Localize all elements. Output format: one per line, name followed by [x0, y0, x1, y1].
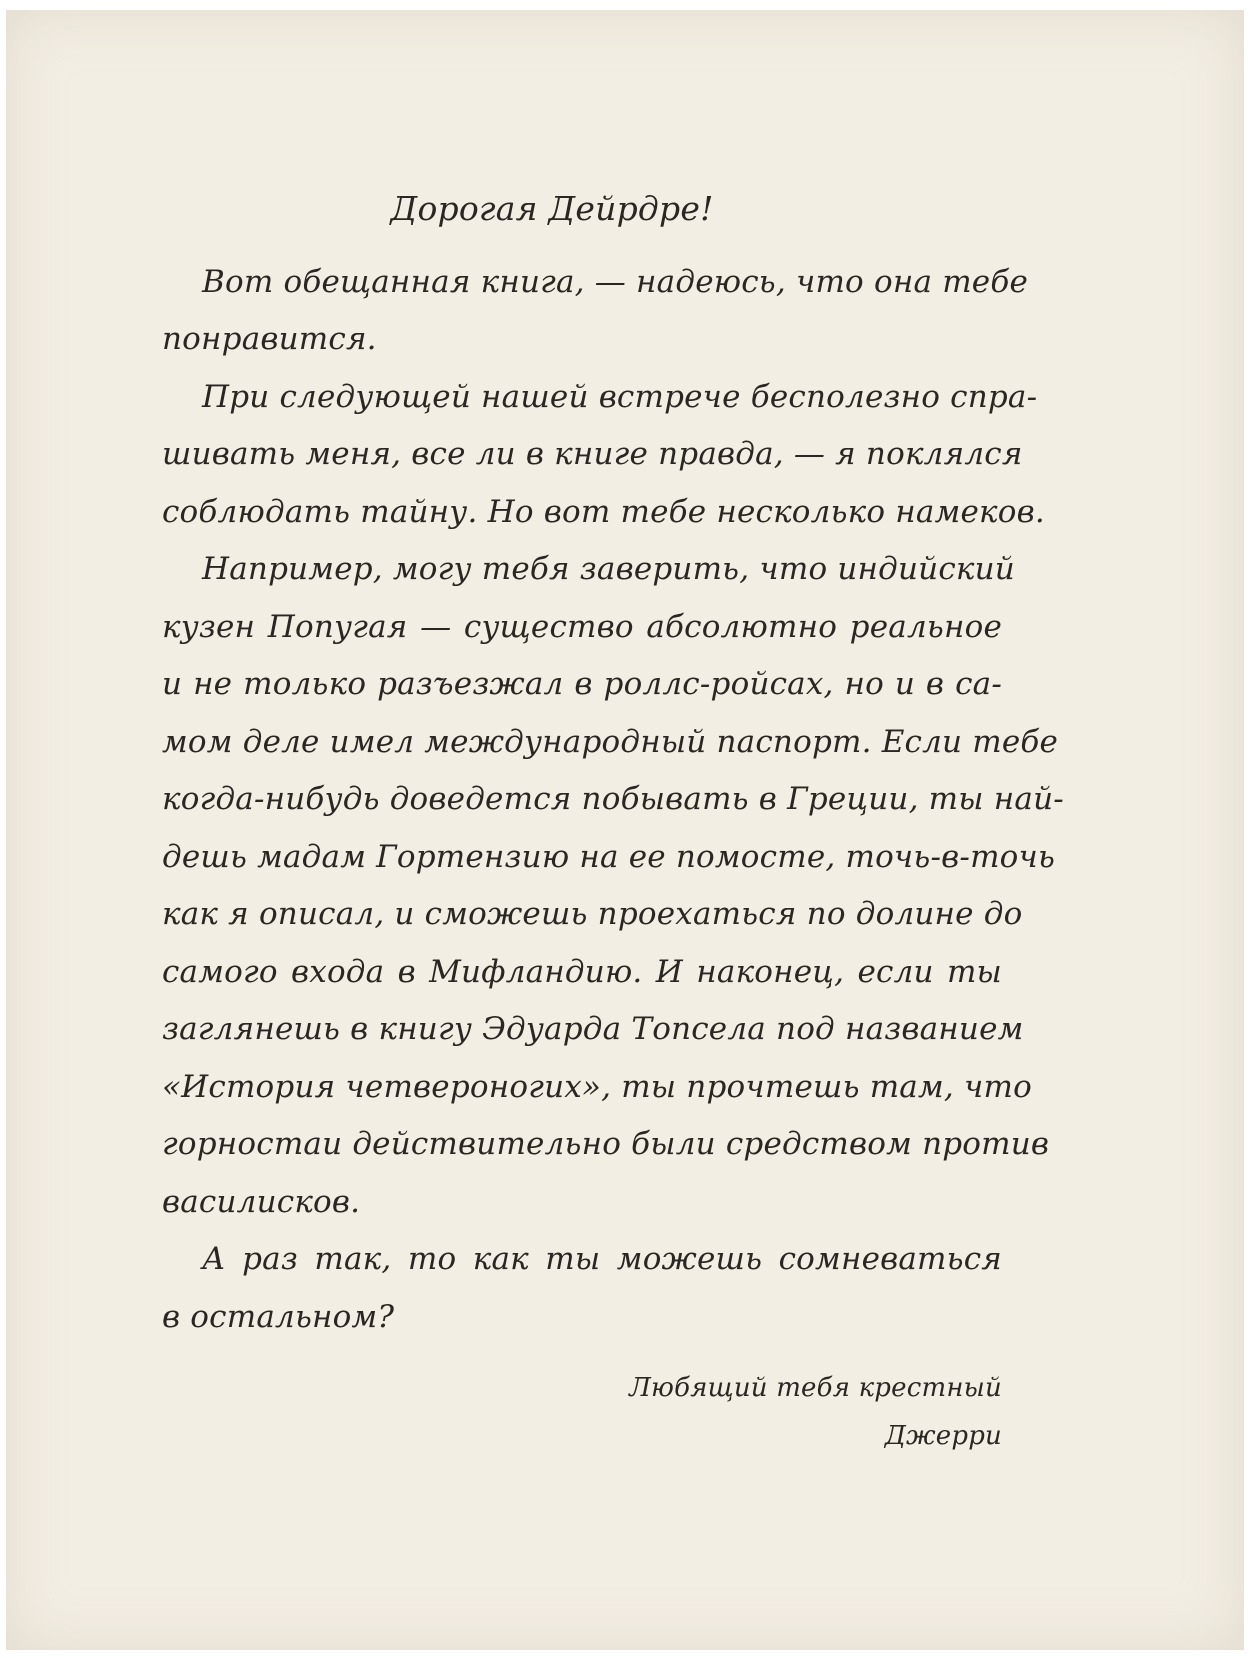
text-line: василисков. [162, 1183, 361, 1220]
signature-name: Джерри [884, 1421, 1002, 1451]
text-line: когда-нибудь доведется побывать в Греции, ты най- [162, 781, 1064, 817]
text-line: При следующей нашей встрече бесполезно спра- [202, 378, 1038, 415]
text-line: дешь мадам Гортензию на ее помосте, точь-в-точь [162, 838, 1056, 875]
text-line: мом деле имел международный паспорт. Если тебе [162, 723, 1059, 760]
text-line: самого входа в Мифландию. И наконец, если ты [162, 953, 1002, 990]
text-line: в остальном? [162, 1298, 395, 1335]
letter-greeting: Дорогая Дейрдре! [390, 189, 714, 228]
paragraph-4 [162, 1231, 1002, 1346]
text-line: заглянешь в книгу Эдуарда Топсела под названием [162, 1011, 1024, 1047]
signature-line: Любящий тебя крестный [629, 1373, 1002, 1403]
paragraph-2 [162, 369, 1045, 542]
text-line: соблюдать тайну. Но вот тебе несколько намеков. [162, 493, 1045, 530]
text-line: горностаи действительно были средством против [162, 1126, 1050, 1162]
text-line: «История четвероногих», ты прочтешь там, что [162, 1068, 1032, 1105]
text-line: и не только разъезжал в роллс-ройсах, но и в са- [162, 666, 1002, 702]
text-line: как я описал, и сможешь проехаться по долине до [162, 896, 1023, 932]
paragraph-1 [162, 254, 1029, 369]
letter [162, 180, 1064, 1460]
text-line: понравится. [162, 321, 377, 357]
text-line: Вот обещанная книга, — надеюсь, что она тебе [202, 263, 1029, 300]
text-line: кузен Попугая — существо абсолютно реальное [162, 608, 1002, 645]
text-line: шивать меня, все ли в книге правда, — я поклялся [162, 436, 1023, 472]
text-line: Например, могу тебя заверить, что индийский [202, 551, 1015, 587]
page-sheet [6, 10, 1244, 1650]
signature [162, 1364, 1002, 1460]
text-line: А раз так, то как ты можешь сомневаться [202, 1241, 1002, 1277]
paragraph-3 [162, 541, 1064, 1231]
